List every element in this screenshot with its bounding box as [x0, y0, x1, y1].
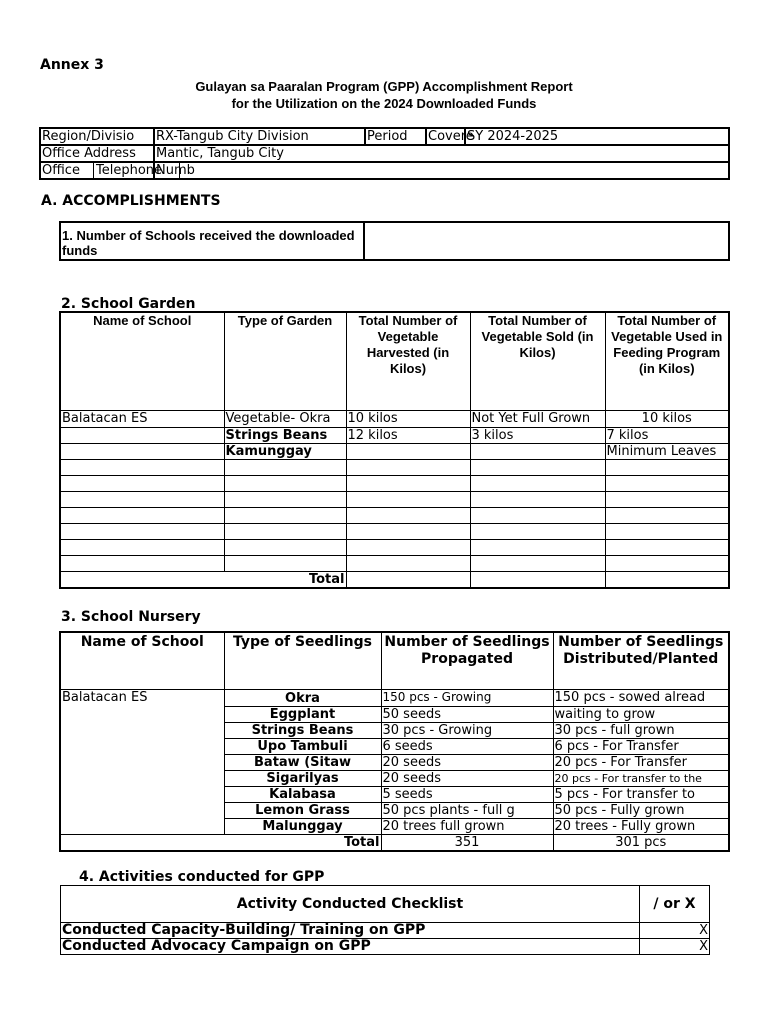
cell: 20 trees full grown: [381, 818, 553, 834]
cell: [224, 491, 346, 507]
report-title-line-2: for the Utilization on the 2024 Downloaded Funds: [231, 96, 537, 111]
table-row: [60, 738, 729, 754]
table-row: [60, 459, 729, 475]
cell: [60, 770, 224, 786]
activities-table: [60, 885, 710, 955]
cell: 20 trees - Fully grown: [553, 818, 729, 834]
cell: [60, 443, 224, 459]
cell: [605, 507, 729, 523]
cell: [60, 738, 224, 754]
schools-received-value[interactable]: [364, 222, 729, 260]
cell: 20 pcs - For Transfer: [553, 754, 729, 770]
cell: [346, 507, 470, 523]
cell: [224, 523, 346, 539]
cell: [470, 475, 605, 491]
table-row: [60, 555, 729, 571]
cell: [346, 539, 470, 555]
cell: [605, 523, 729, 539]
cell: [60, 786, 224, 802]
cell: Not Yet Full Grown: [470, 410, 605, 427]
period-value: SY 2024-2025: [465, 128, 729, 145]
region-value: RX-Tangub City Division: [154, 128, 365, 145]
cell: [605, 571, 729, 588]
activity-label: Conducted Capacity-Building/ Training on GPP: [61, 923, 640, 939]
cell: [60, 802, 224, 818]
total-row: [60, 571, 729, 588]
cell: Sigarilyas: [224, 770, 381, 786]
cell: [346, 475, 470, 491]
cell: Eggplant: [224, 706, 381, 722]
telephone-label-part-2: Telephone: [93, 163, 162, 178]
cell: Kalabasa: [224, 786, 381, 802]
garden-header-sold: Total Number of Vegetable Sold (in Kilos): [470, 312, 605, 410]
nursery-header-school: Name of School: [60, 632, 224, 689]
cell: [60, 459, 224, 475]
garden-header-type: Type of Garden: [224, 312, 346, 410]
telephone-value: [154, 162, 729, 179]
cell: 20 pcs - For transfer to the: [553, 770, 729, 786]
cell: [224, 475, 346, 491]
region-label: Region/Divisio: [40, 128, 154, 145]
cell: [470, 539, 605, 555]
cell: [470, 571, 605, 588]
table-row: [60, 491, 729, 507]
cell: [346, 491, 470, 507]
cell: [224, 507, 346, 523]
cell: Upo Tambuli: [224, 738, 381, 754]
total-row: [60, 834, 729, 851]
cell-divider: [179, 163, 180, 179]
cell: Lemon Grass: [224, 802, 381, 818]
activity-mark[interactable]: X: [640, 923, 710, 939]
cell: Minimum Leaves: [605, 443, 729, 459]
school-nursery-heading: 3. School Nursery: [61, 609, 201, 625]
cell: 150 pcs - sowed alread: [553, 689, 729, 706]
cell: [60, 523, 224, 539]
cell: [470, 555, 605, 571]
activities-header-mark: / or X: [640, 886, 710, 923]
schools-received-table: [59, 221, 730, 261]
cell: [60, 706, 224, 722]
cell: 7 kilos: [605, 427, 729, 443]
cell: 3 kilos: [470, 427, 605, 443]
cell: 6 seeds: [381, 738, 553, 754]
activities-heading: 4. Activities conducted for GPP: [79, 869, 325, 885]
table-row: [60, 475, 729, 491]
cell: 50 seeds: [381, 706, 553, 722]
cell: [60, 507, 224, 523]
table-row: [60, 722, 729, 738]
cell: 20 seeds: [381, 770, 553, 786]
cell: [470, 459, 605, 475]
table-row: [60, 818, 729, 834]
telephone-label-part-3: Numb: [156, 163, 195, 178]
table-row: [61, 939, 710, 955]
cell: [224, 539, 346, 555]
table-row: [60, 410, 729, 427]
cell: 6 pcs - For Transfer: [553, 738, 729, 754]
cell: Kamunggay: [224, 443, 346, 459]
cell: 5 seeds: [381, 786, 553, 802]
cell: Strings Beans: [224, 427, 346, 443]
cell: Vegetable- Okra: [224, 410, 346, 427]
cell: 50 pcs plants - full g: [381, 802, 553, 818]
cell: Strings Beans: [224, 722, 381, 738]
schools-received-label: 1. Number of Schools received the downloaded funds: [60, 222, 364, 260]
cell: [60, 427, 224, 443]
cell: [470, 523, 605, 539]
cell: 30 pcs - full grown: [553, 722, 729, 738]
cell: [605, 539, 729, 555]
report-title-line-1: Gulayan sa Paaralan Program (GPP) Accomplishment Report: [195, 79, 573, 94]
garden-total-label: Total: [60, 571, 346, 588]
period-label-2: Covere: [428, 129, 474, 144]
table-row: [60, 754, 729, 770]
table-row: [60, 443, 729, 459]
cell: [224, 459, 346, 475]
cell: [605, 491, 729, 507]
cell: 150 pcs - Growing: [381, 689, 553, 706]
cell: [470, 507, 605, 523]
cell: [346, 555, 470, 571]
cell: 20 seeds: [381, 754, 553, 770]
garden-header-harvested: Total Number of Vegetable Harvested (in Kilos): [346, 312, 470, 410]
table-row: [60, 539, 729, 555]
school-garden-heading: 2. School Garden: [61, 296, 196, 312]
cell: [470, 491, 605, 507]
table-row: [60, 427, 729, 443]
cell: [60, 818, 224, 834]
cell: [60, 475, 224, 491]
cell: [346, 459, 470, 475]
section-a-heading: A. ACCOMPLISHMENTS: [41, 193, 221, 209]
cell: 50 pcs - Fully grown: [553, 802, 729, 818]
cell: [224, 555, 346, 571]
table-row: [60, 770, 729, 786]
cell: [60, 722, 224, 738]
table-row: [61, 923, 710, 939]
cell: [346, 571, 470, 588]
cell: 10 kilos: [605, 410, 729, 427]
cell: [60, 491, 224, 507]
nursery-header-distributed: Number of Seedlings Distributed/Planted: [553, 632, 729, 689]
cell: [60, 555, 224, 571]
cell: 5 pcs - For transfer to: [553, 786, 729, 802]
activity-mark[interactable]: X: [640, 939, 710, 955]
cell: Balatacan ES: [60, 689, 224, 706]
nursery-total-distributed: 301 pcs: [553, 834, 729, 851]
garden-header-feeding: Total Number of Vegetable Used in Feeding Program (in Kilos): [605, 312, 729, 410]
cell: [60, 754, 224, 770]
cell: [605, 555, 729, 571]
nursery-header-propagated: Number of Seedlings Propagated: [381, 632, 553, 689]
school-garden-table: [59, 311, 730, 589]
header-info-table: [39, 127, 730, 180]
cell: 10 kilos: [346, 410, 470, 427]
nursery-total-label: Total: [60, 834, 381, 851]
period-label-1: Period: [365, 128, 426, 145]
cell: 30 pcs - Growing: [381, 722, 553, 738]
activities-header-activity: Activity Conducted Checklist: [61, 886, 640, 923]
table-row: [60, 689, 729, 706]
cell: 12 kilos: [346, 427, 470, 443]
cell: [346, 523, 470, 539]
cell: [470, 443, 605, 459]
address-value: Mantic, Tangub City: [154, 145, 729, 162]
cell: waiting to grow: [553, 706, 729, 722]
school-nursery-table: [59, 631, 730, 852]
garden-header-school: Name of School: [60, 312, 224, 410]
telephone-label: [40, 162, 163, 179]
cell: Okra: [224, 689, 381, 706]
cell: [605, 475, 729, 491]
address-label: Office Address: [40, 145, 154, 162]
cell: [346, 443, 470, 459]
cell: Malunggay: [224, 818, 381, 834]
annex-label: Annex 3: [40, 57, 104, 73]
telephone-label-part-1: Office: [42, 163, 80, 178]
cell: [60, 539, 224, 555]
table-row: [60, 786, 729, 802]
table-row: [60, 523, 729, 539]
table-row: [60, 802, 729, 818]
cell: Balatacan ES: [60, 410, 224, 427]
cell: Bataw (Sitaw: [224, 754, 381, 770]
table-row: [60, 507, 729, 523]
cell: [605, 459, 729, 475]
activity-label: Conducted Advocacy Campaign on GPP: [61, 939, 640, 955]
table-row: [60, 706, 729, 722]
nursery-header-type: Type of Seedlings: [224, 632, 381, 689]
nursery-total-propagated: 351: [381, 834, 553, 851]
